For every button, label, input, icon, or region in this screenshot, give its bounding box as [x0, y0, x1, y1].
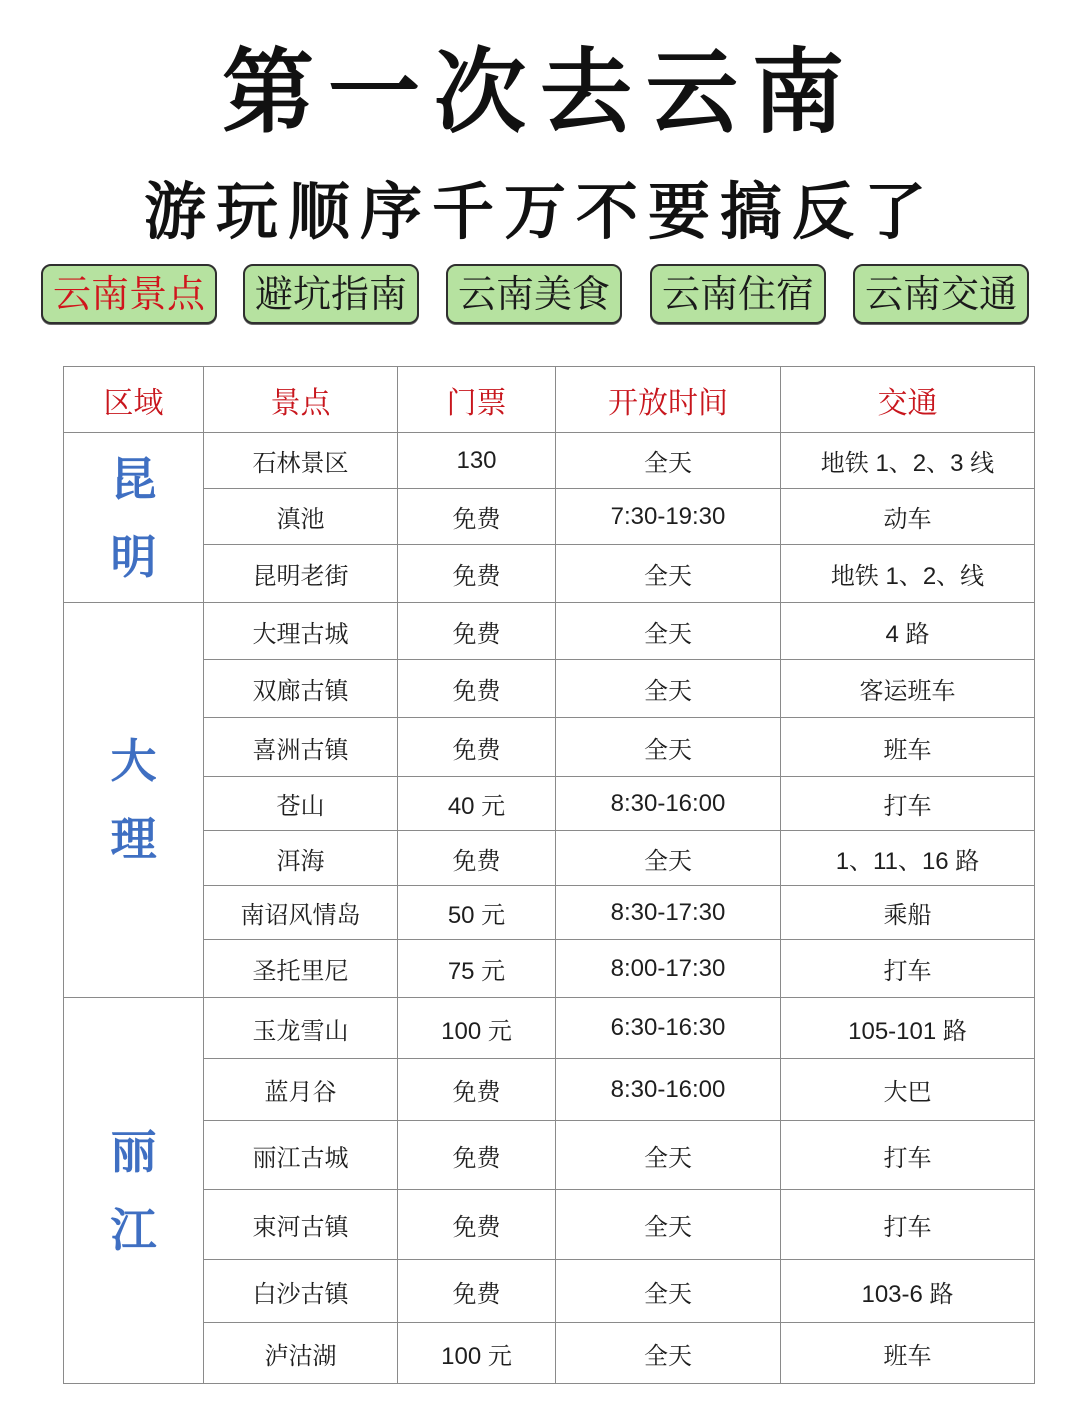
ticket-cell: 100 元 — [398, 1323, 556, 1384]
ticket-cell: 40 元 — [398, 777, 556, 831]
table-row — [64, 718, 1035, 777]
ticket-cell: 免费 — [398, 1260, 556, 1323]
hours-cell: 全天 — [556, 660, 781, 718]
tab-pitfall-guide[interactable]: 避坑指南 — [243, 264, 419, 324]
tab-food[interactable]: 云南美食 — [446, 264, 622, 324]
hours-cell: 8:30-17:30 — [556, 886, 781, 940]
ticket-cell: 免费 — [398, 1121, 556, 1190]
transport-cell: 班车 — [781, 718, 1035, 777]
column-header-hours: 开放时间 — [556, 367, 781, 433]
tab-lodging[interactable]: 云南住宿 — [650, 264, 826, 324]
spot-cell: 玉龙雪山 — [204, 998, 398, 1059]
page-subtitle: 游玩顺序千万不要搞反了 — [143, 175, 936, 248]
spot-cell: 苍山 — [204, 777, 398, 831]
hours-cell: 全天 — [556, 433, 781, 489]
table-row — [64, 1323, 1035, 1384]
attractions-table — [63, 366, 1035, 1384]
column-header-region: 区域 — [64, 367, 204, 433]
spot-cell: 昆明老街 — [204, 545, 398, 603]
spot-cell: 丽江古城 — [204, 1121, 398, 1190]
transport-cell: 打车 — [781, 777, 1035, 831]
hours-cell: 全天 — [556, 603, 781, 660]
table-row — [64, 998, 1035, 1059]
transport-cell: 乘船 — [781, 886, 1035, 940]
ticket-cell: 130 — [398, 433, 556, 489]
table-row — [64, 886, 1035, 940]
ticket-cell: 免费 — [398, 545, 556, 603]
table-row — [64, 545, 1035, 603]
hours-cell: 全天 — [556, 1260, 781, 1323]
spot-cell: 白沙古镇 — [204, 1260, 398, 1323]
category-tabs — [41, 264, 1033, 328]
hours-cell: 全天 — [556, 1190, 781, 1260]
transport-cell: 动车 — [781, 489, 1035, 545]
ticket-cell: 50 元 — [398, 886, 556, 940]
column-header-spot: 景点 — [204, 367, 398, 433]
region-cell-lijiang: 丽江 — [64, 998, 204, 1384]
spot-cell: 南诏风情岛 — [204, 886, 398, 940]
transport-cell: 105-101 路 — [781, 998, 1035, 1059]
table-row — [64, 777, 1035, 831]
table-row — [64, 1121, 1035, 1190]
table-row — [64, 831, 1035, 886]
transport-cell: 103-6 路 — [781, 1260, 1035, 1323]
hours-cell: 全天 — [556, 1121, 781, 1190]
ticket-cell: 免费 — [398, 831, 556, 886]
column-header-ticket: 门票 — [398, 367, 556, 433]
transport-cell: 打车 — [781, 940, 1035, 998]
hours-cell: 8:00-17:30 — [556, 940, 781, 998]
spot-cell: 洱海 — [204, 831, 398, 886]
table-row — [64, 940, 1035, 998]
transport-cell: 1、11、16 路 — [781, 831, 1035, 886]
tab-scenic-spots[interactable]: 云南景点 — [41, 264, 217, 324]
ticket-cell: 免费 — [398, 603, 556, 660]
ticket-cell: 免费 — [398, 1190, 556, 1260]
hours-cell: 7:30-19:30 — [556, 489, 781, 545]
ticket-cell: 免费 — [398, 1059, 556, 1121]
ticket-cell: 75 元 — [398, 940, 556, 998]
transport-cell: 地铁 1、2、线 — [781, 545, 1035, 603]
table-row — [64, 1059, 1035, 1121]
table-row — [64, 660, 1035, 718]
hours-cell: 全天 — [556, 545, 781, 603]
page-title: 第一次去云南 — [221, 39, 858, 146]
transport-cell: 班车 — [781, 1323, 1035, 1384]
transport-cell: 打车 — [781, 1190, 1035, 1260]
hours-cell: 8:30-16:00 — [556, 1059, 781, 1121]
table-row — [64, 603, 1035, 660]
spot-cell: 石林景区 — [204, 433, 398, 489]
spot-cell: 双廊古镇 — [204, 660, 398, 718]
ticket-cell: 100 元 — [398, 998, 556, 1059]
hours-cell: 8:30-16:00 — [556, 777, 781, 831]
region-cell-kunming: 昆明 — [64, 433, 204, 603]
tab-transport[interactable]: 云南交通 — [853, 264, 1029, 324]
ticket-cell: 免费 — [398, 489, 556, 545]
spot-cell: 滇池 — [204, 489, 398, 545]
hours-cell: 6:30-16:30 — [556, 998, 781, 1059]
spot-cell: 喜洲古镇 — [204, 718, 398, 777]
transport-cell: 4 路 — [781, 603, 1035, 660]
ticket-cell: 免费 — [398, 660, 556, 718]
hours-cell: 全天 — [556, 831, 781, 886]
ticket-cell: 免费 — [398, 718, 556, 777]
hours-cell: 全天 — [556, 718, 781, 777]
column-header-transport: 交通 — [781, 367, 1035, 433]
spot-cell: 蓝月谷 — [204, 1059, 398, 1121]
spot-cell: 圣托里尼 — [204, 940, 398, 998]
transport-cell: 打车 — [781, 1121, 1035, 1190]
table-row — [64, 1260, 1035, 1323]
spot-cell: 大理古城 — [204, 603, 398, 660]
transport-cell: 大巴 — [781, 1059, 1035, 1121]
spot-cell: 束河古镇 — [204, 1190, 398, 1260]
spot-cell: 泸沽湖 — [204, 1323, 398, 1384]
table-header-row — [64, 367, 1035, 433]
table-row — [64, 433, 1035, 489]
table-row — [64, 1190, 1035, 1260]
table-row — [64, 489, 1035, 545]
transport-cell: 地铁 1、2、3 线 — [781, 433, 1035, 489]
hours-cell: 全天 — [556, 1323, 781, 1384]
region-cell-dali: 大理 — [64, 603, 204, 998]
transport-cell: 客运班车 — [781, 660, 1035, 718]
